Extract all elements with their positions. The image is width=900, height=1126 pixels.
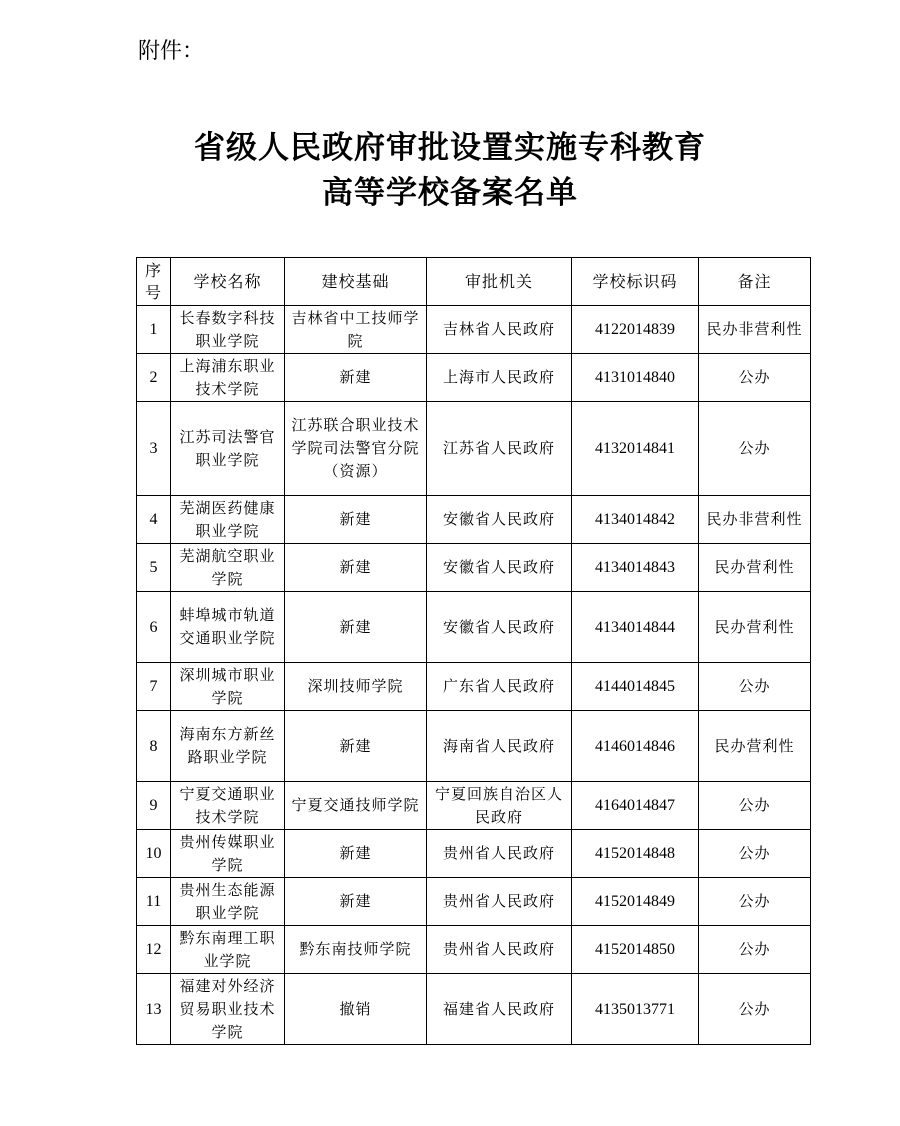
cell-school-code: 4152014850 [572,926,699,974]
header-basis: 建校基础 [285,258,427,306]
cell-note: 公办 [699,926,811,974]
cell-school-code: 4152014849 [572,878,699,926]
cell-basis: 新建 [285,592,427,663]
table-row [137,926,811,974]
cell-authority: 贵州省人民政府 [427,926,572,974]
header-index: 序号 [137,258,171,306]
cell-school-code: 4146014846 [572,711,699,782]
cell-school-name: 海南东方新丝路职业学院 [171,711,285,782]
cell-basis: 新建 [285,354,427,402]
cell-school-code: 4164014847 [572,782,699,830]
table-row [137,830,811,878]
cell-school-code: 4122014839 [572,306,699,354]
header-authority: 审批机关 [427,258,572,306]
table-row [137,878,811,926]
cell-school-name: 江苏司法警官职业学院 [171,402,285,496]
cell-school-name: 长春数字科技职业学院 [171,306,285,354]
cell-note: 公办 [699,974,811,1045]
cell-index: 5 [137,544,171,592]
cell-school-name: 芜湖航空职业学院 [171,544,285,592]
cell-school-name: 芜湖医药健康职业学院 [171,496,285,544]
cell-authority: 宁夏回族自治区人民政府 [427,782,572,830]
cell-basis: 黔东南技师学院 [285,926,427,974]
cell-authority: 贵州省人民政府 [427,830,572,878]
cell-note: 公办 [699,878,811,926]
attachment-label: 附件： [138,39,205,64]
cell-school-name: 宁夏交通职业技术学院 [171,782,285,830]
cell-school-name: 蚌埠城市轨道交通职业学院 [171,592,285,663]
cell-school-code: 4134014842 [572,496,699,544]
cell-index: 3 [137,402,171,496]
cell-authority: 安徽省人民政府 [427,496,572,544]
cell-school-code: 4134014843 [572,544,699,592]
cell-school-code: 4152014848 [572,830,699,878]
cell-school-code: 4132014841 [572,402,699,496]
cell-index: 4 [137,496,171,544]
cell-basis: 宁夏交通技师学院 [285,782,427,830]
cell-basis: 新建 [285,830,427,878]
cell-school-code: 4134014844 [572,592,699,663]
cell-note: 公办 [699,402,811,496]
table-row [137,402,811,496]
cell-note: 民办营利性 [699,711,811,782]
cell-note: 民办营利性 [699,544,811,592]
cell-basis: 新建 [285,544,427,592]
cell-authority: 广东省人民政府 [427,663,572,711]
cell-note: 民办非营利性 [699,306,811,354]
cell-school-name: 贵州生态能源职业学院 [171,878,285,926]
document-title-line-1: 省级人民政府审批设置实施专科教育 [194,130,706,166]
school-filing-table [136,257,811,1045]
cell-authority: 贵州省人民政府 [427,878,572,926]
header-school-code: 学校标识码 [572,258,699,306]
table-row [137,496,811,544]
cell-basis: 新建 [285,711,427,782]
table-row [137,354,811,402]
cell-basis: 江苏联合职业技术学院司法警官分院（资源） [285,402,427,496]
cell-authority: 江苏省人民政府 [427,402,572,496]
cell-basis: 吉林省中工技师学院 [285,306,427,354]
cell-index: 13 [137,974,171,1045]
cell-basis: 新建 [285,496,427,544]
cell-authority: 安徽省人民政府 [427,544,572,592]
document-title-line-2: 高等学校备案名单 [322,175,578,211]
table-row [137,663,811,711]
cell-school-name: 黔东南理工职业学院 [171,926,285,974]
cell-index: 11 [137,878,171,926]
cell-school-code: 4131014840 [572,354,699,402]
cell-school-name: 上海浦东职业技术学院 [171,354,285,402]
cell-index: 12 [137,926,171,974]
cell-note: 公办 [699,782,811,830]
cell-school-name: 贵州传媒职业学院 [171,830,285,878]
cell-note: 公办 [699,663,811,711]
table-row [137,544,811,592]
cell-index: 1 [137,306,171,354]
table-row [137,592,811,663]
cell-index: 2 [137,354,171,402]
cell-school-name: 福建对外经济贸易职业技术学院 [171,974,285,1045]
cell-note: 民办非营利性 [699,496,811,544]
header-school-name: 学校名称 [171,258,285,306]
table-row [137,782,811,830]
cell-index: 7 [137,663,171,711]
cell-school-code: 4144014845 [572,663,699,711]
cell-basis: 撤销 [285,974,427,1045]
cell-note: 公办 [699,354,811,402]
cell-school-name: 深圳城市职业学院 [171,663,285,711]
cell-index: 6 [137,592,171,663]
cell-index: 8 [137,711,171,782]
table-row [137,711,811,782]
cell-authority: 上海市人民政府 [427,354,572,402]
cell-authority: 吉林省人民政府 [427,306,572,354]
header-note: 备注 [699,258,811,306]
cell-basis: 深圳技师学院 [285,663,427,711]
table-row [137,306,811,354]
cell-authority: 安徽省人民政府 [427,592,572,663]
table-row [137,974,811,1045]
cell-note: 民办营利性 [699,592,811,663]
table-header-row [137,258,811,306]
cell-index: 9 [137,782,171,830]
cell-note: 公办 [699,830,811,878]
cell-authority: 海南省人民政府 [427,711,572,782]
cell-basis: 新建 [285,878,427,926]
cell-index: 10 [137,830,171,878]
cell-authority: 福建省人民政府 [427,974,572,1045]
cell-school-code: 4135013771 [572,974,699,1045]
